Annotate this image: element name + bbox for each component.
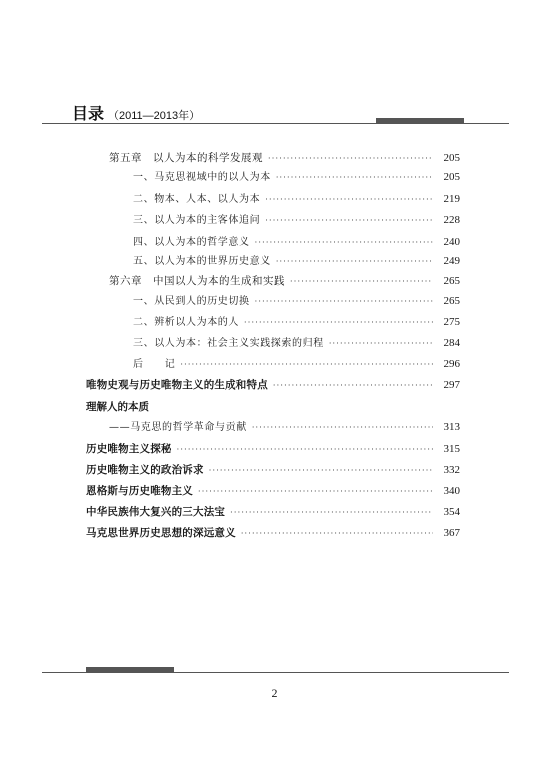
toc-entry-title: 后 记 <box>133 359 176 370</box>
toc-entry-page: 354 <box>443 506 460 518</box>
toc-entry-title: 历史唯物主义探秘 <box>86 443 172 455</box>
page-number: 2 <box>271 686 278 700</box>
toc-entry-title: 四、以人为本的哲学意义 <box>133 237 250 248</box>
toc-entry-article <box>86 505 460 519</box>
dot-leader <box>198 485 433 499</box>
toc-entry-page: 297 <box>443 379 460 391</box>
toc-entry-page: 313 <box>443 421 460 433</box>
toc-entry-afterword <box>133 357 460 371</box>
toc-entry-page: 240 <box>443 236 460 248</box>
toc-entry-chapter-6 <box>109 274 460 288</box>
toc-entry-section <box>133 254 460 268</box>
toc-entry-title: 第六章 中国以人为本的生成和实践 <box>109 275 285 287</box>
toc-entry-title: 唯物史观与历史唯物主义的生成和特点 <box>86 379 268 391</box>
toc-entry-section <box>133 170 460 184</box>
toc-entry-page: 275 <box>443 316 460 328</box>
toc-entry-section <box>133 315 460 329</box>
title-text: 目录 <box>72 104 105 123</box>
toc-entry-title: 中华民族伟大复兴的三大法宝 <box>86 506 226 518</box>
dot-leader <box>230 506 433 520</box>
toc-entry-title: 三、以人为本：社会主义实践探索的归程 <box>133 338 324 349</box>
footer-rule <box>42 672 509 673</box>
toc-entry-article-title: 理解人的本质 <box>86 401 149 413</box>
toc-entry-page: 205 <box>443 171 460 183</box>
dot-leader <box>265 214 433 228</box>
toc-entry-article <box>86 378 460 392</box>
toc-entry-page: 249 <box>443 255 460 267</box>
toc-entry-page: 265 <box>443 275 460 287</box>
toc-entry-page: 340 <box>443 485 460 497</box>
toc-entry-section <box>133 213 460 227</box>
toc-entry-page: 219 <box>443 193 460 205</box>
toc-entry-title: 二、辨析以人为本的人 <box>133 317 239 328</box>
toc-entry-title: 三、以人为本的主客体追问 <box>133 215 261 226</box>
dot-leader <box>209 464 433 478</box>
toc-entry-section <box>133 294 460 308</box>
dot-leader <box>255 236 433 250</box>
toc-entry-page: 228 <box>443 214 460 226</box>
toc-entry-title: ——马克思的哲学革命与贡献 <box>109 422 247 433</box>
toc-entry-article <box>86 463 460 477</box>
title-year-range: （2011—2013年） <box>108 110 201 122</box>
toc-entry-article-subtitle <box>109 420 460 434</box>
dot-leader <box>329 337 433 351</box>
dot-leader <box>276 255 433 269</box>
toc-entry-article <box>86 484 460 498</box>
dot-leader <box>244 316 433 330</box>
dot-leader <box>180 358 433 372</box>
toc-entry-page: 265 <box>443 295 460 307</box>
toc-entry-page: 296 <box>443 358 460 370</box>
toc-entry-title: 一、从民到人的历史切换 <box>133 296 250 307</box>
dot-leader <box>177 443 433 457</box>
toc-entry-title: 五、以人为本的世界历史意义 <box>133 256 271 267</box>
dot-leader <box>276 171 433 185</box>
toc-entry-article <box>86 526 460 540</box>
dot-leader <box>255 295 433 309</box>
toc-entry-section <box>133 336 460 350</box>
dot-leader <box>268 152 433 166</box>
toc-entry-page: 332 <box>443 464 460 476</box>
toc-entry-title: 历史唯物主义的政治诉求 <box>86 464 204 476</box>
toc-entry-title: 第五章 以人为本的科学发展观 <box>109 152 263 164</box>
toc-entry-section <box>133 192 460 206</box>
toc-entry-page: 315 <box>443 443 460 455</box>
toc-entry-page: 367 <box>443 527 460 539</box>
toc-entry-title: 马克思世界历史思想的深远意义 <box>86 527 236 539</box>
dot-leader <box>241 527 433 541</box>
dot-leader <box>273 379 433 393</box>
toc-entry-title: 一、马克思视域中的以人为本 <box>133 172 271 183</box>
toc-entry-section <box>133 235 460 249</box>
dot-leader <box>252 421 433 435</box>
toc-entry-page: 205 <box>443 152 460 164</box>
dot-leader <box>290 275 433 289</box>
toc-entry-title: 恩格斯与历史唯物主义 <box>86 485 193 497</box>
dot-leader <box>265 193 433 207</box>
toc-entry-chapter-5 <box>109 151 460 165</box>
toc-entry-title: 二、物本、人本、以人为本 <box>133 194 261 205</box>
toc-entry-page: 284 <box>443 337 460 349</box>
toc-entry-article <box>86 442 460 456</box>
